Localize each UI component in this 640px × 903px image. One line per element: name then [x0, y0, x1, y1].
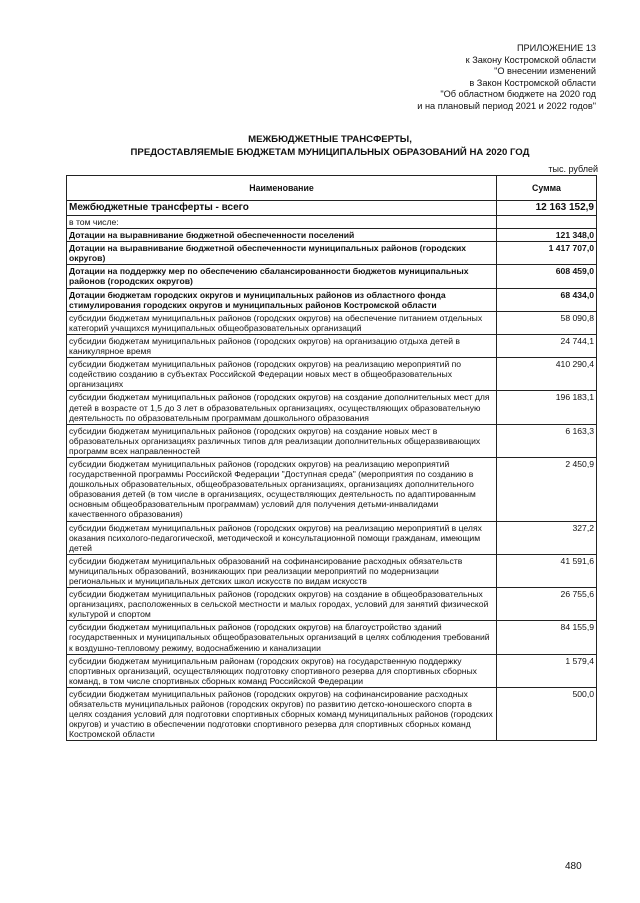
row-amount: 1 579,4 [497, 654, 597, 687]
table-row [67, 554, 597, 587]
row-name: субсидии бюджетам муниципальных районов (городских округов) на организацию отдыха детей в каникулярное время [67, 334, 497, 357]
table-row [67, 457, 597, 521]
row-amount: 24 744,1 [497, 334, 597, 357]
annex-line: в Закон Костромской области [469, 77, 596, 88]
row-name: Дотации на выравнивание бюджетной обеспеченности поселений [67, 229, 497, 242]
row-name: Дотации на поддержку мер по обеспечению сбалансированности бюджетов муниципальных районов (городских округов) [67, 265, 497, 288]
row-name: субсидии бюджетам муниципальных районов (городских округов) на благоустройство зданий государственных и муниципальных общеобразовательных организаций в целях соблюдения требований к воздушно-тепловому режиму, водоснабжению и канализации [67, 621, 497, 654]
annex-line: и на плановый период 2021 и 2022 годов" [417, 100, 596, 111]
table-row-total [67, 201, 597, 216]
row-name: Межбюджетные трансферты - всего [67, 201, 497, 216]
row-amount: 41 591,6 [497, 554, 597, 587]
row-name: субсидии бюджетам муниципальных районов (городских округов) на создание в общеобразовательных организациях, расположенных в сельской местности и малых городах, условий для занятий физической культурой и спортом [67, 588, 497, 621]
row-name: субсидии бюджетам муниципальных районов (городских округов) на обеспечение питанием отдельных категорий учащихся муниципальных общеобразовательных организаций [67, 311, 497, 334]
page-number: 480 [565, 861, 582, 872]
row-amount: 26 755,6 [497, 588, 597, 621]
row-amount: 6 163,3 [497, 424, 597, 457]
table-row [67, 654, 597, 687]
table-row [67, 424, 597, 457]
row-name: субсидии бюджетам муниципальных районов (городских округов) на создание дополнительных мест для детей в возрасте от 1,5 до 3 лет в образовательных организациях, осуществляющих образовательную деятельность по образовательным программам дошкольного образования [67, 391, 497, 424]
document-subtitle: ПРЕДОСТАВЛЯЕМЫЕ БЮДЖЕТАМ МУНИЦИПАЛЬНЫХ ОБРАЗОВАНИЙ НА 2020 ГОД [130, 147, 530, 158]
table-row [67, 242, 597, 265]
row-name: Дотации бюджетам городских округов и муниципальных районов из областного фонда стимулирования городских округов и муниципальных районов Костромской области [67, 288, 497, 311]
row-amount: 608 459,0 [497, 265, 597, 288]
table-row [67, 521, 597, 554]
table-row [67, 621, 597, 654]
row-name: субсидии бюджетам муниципальным районам (городских округов) на государственную поддержку спортивных организаций, осуществляющих подготовку спортивного резерва для спортивных сборных команд, в том числе спортивных сборных команд Российской Федерации [67, 654, 497, 687]
row-name: в том числе: [67, 216, 497, 229]
row-amount: 84 155,9 [497, 621, 597, 654]
row-amount [497, 216, 597, 229]
row-amount: 68 434,0 [497, 288, 597, 311]
table-row [67, 311, 597, 334]
document-title: МЕЖБЮДЖЕТНЫЕ ТРАНСФЕРТЫ, [248, 134, 412, 145]
annex-line: ПРИЛОЖЕНИЕ 13 [516, 43, 596, 53]
table-row [67, 216, 597, 229]
table-row [67, 288, 597, 311]
row-amount: 12 163 152,9 [497, 201, 597, 216]
table-header-row [67, 176, 597, 201]
row-name: субсидии бюджетам муниципальных районов (городских округов) на реализацию мероприятий в целях оказания психолого-педагогической, методической и консультационной помощи гражданам, имеющим детей [67, 521, 497, 554]
annex-line: "Об областном бюджете на 2020 год [440, 89, 596, 100]
annex-line: "О внесении изменений [494, 66, 596, 77]
units-label: тыс. рублей [548, 164, 598, 174]
row-amount: 410 290,4 [497, 358, 597, 391]
row-name: субсидии бюджетам муниципальных образований на софинансирование расходных обязательств муниципальных образований, возникающих при реализации мероприятий по модернизации региональных и муниципальных детских школ искусств по видам искусств [67, 554, 497, 587]
row-name: субсидии бюджетам муниципальных районов (городских округов) на создание новых мест в образовательных организациях различных типов для реализации дополнительных общеразвивающих программ всех направленностей [67, 424, 497, 457]
table-row [67, 358, 597, 391]
column-header-amount: Сумма [497, 176, 597, 201]
table-row [67, 229, 597, 242]
row-name: Дотации на выравнивание бюджетной обеспеченности муниципальных районов (городских округов) [67, 242, 497, 265]
transfers-table [66, 175, 597, 741]
row-amount: 58 090,8 [497, 311, 597, 334]
row-amount: 2 450,9 [497, 457, 597, 521]
row-amount: 327,2 [497, 521, 597, 554]
table-row [67, 334, 597, 357]
table-row [67, 588, 597, 621]
table-row [67, 687, 597, 740]
row-amount: 196 183,1 [497, 391, 597, 424]
table-row [67, 391, 597, 424]
column-header-name: Наименование [67, 176, 497, 201]
row-amount: 500,0 [497, 687, 597, 740]
row-name: субсидии бюджетам муниципальных районов (городских округов) на реализацию мероприятий государственной программы Российской Федерации "Доступная среда" (мероприятия по созданию в дошкольных образовательных, общеобразовательных организациях, организациях дополнительного образования детей (в том числе в организациях, осуществляющих деятельность по адаптированным основным общеобразовательным программам) условий для получения детьми-инвалидами качественного образования) [67, 457, 497, 521]
row-amount: 1 417 707,0 [497, 242, 597, 265]
row-name: субсидии бюджетам муниципальных районов (городских округов) на реализацию мероприятий по содействию созданию в субъектах Российской Федерации новых мест в общеобразовательных организациях [67, 358, 497, 391]
row-amount: 121 348,0 [497, 229, 597, 242]
annex-line: к Закону Костромской области [465, 54, 596, 65]
row-name: субсидии бюджетам муниципальных районов (городских округов) на софинансирование расходных обязательств муниципальных районов (городских округов) по развитию детско-юношеского спорта в целях создания условий для подготовки спортивных сборных команд муниципальных районов (городских округов) и участию в обеспечении подготовки спортивного резерва для спортивных сборных команд Костромской области [67, 687, 497, 740]
table-row [67, 265, 597, 288]
annex-header [417, 43, 596, 113]
